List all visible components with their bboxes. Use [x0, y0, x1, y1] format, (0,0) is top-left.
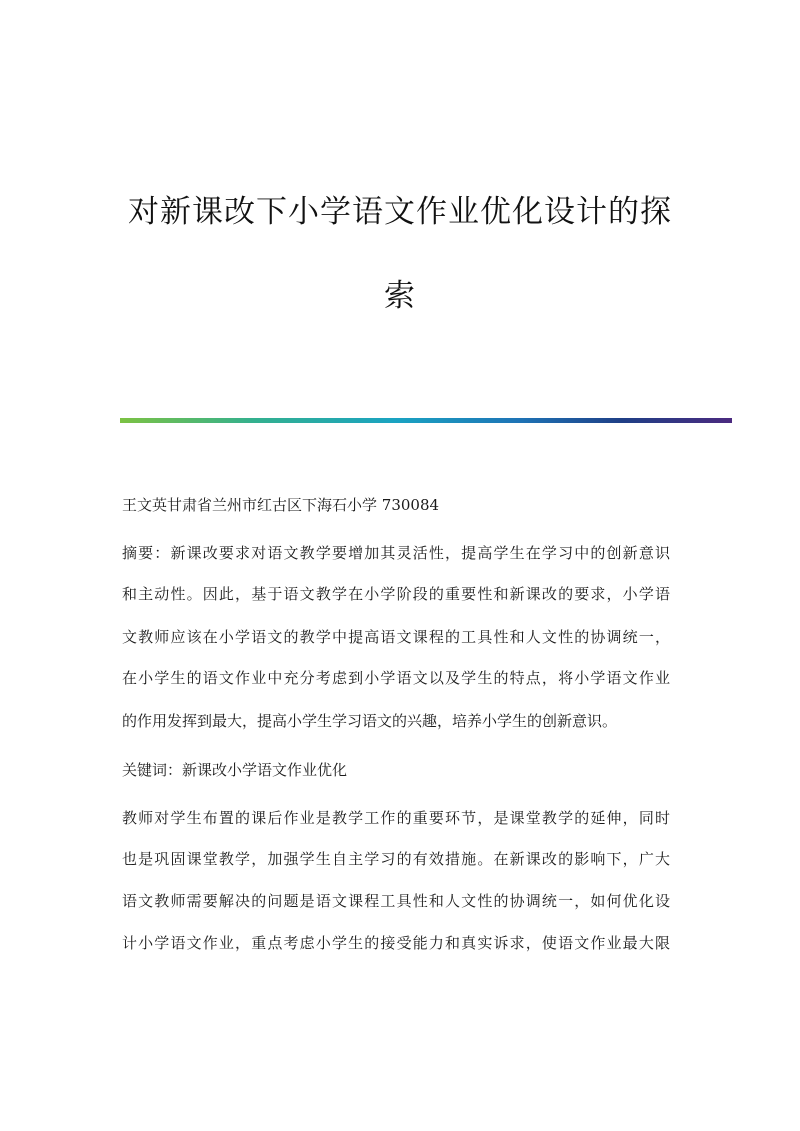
- title-divider: [120, 418, 732, 423]
- body-line-2: 也是巩固课堂教学，加强学生自主学习的有效措施。在新课改的影响下，广大: [122, 850, 670, 868]
- abstract-line-1: 摘要：新课改要求对语文教学要增加其灵活性，提高学生在学习中的创新意识: [122, 544, 670, 562]
- abstract-line-3: 文教师应该在小学语文的教学中提高语文课程的工具性和人文性的协调统一，: [122, 628, 670, 646]
- abstract-line-5: 的作用发挥到最大，提高小学生学习语文的兴趣，培养小学生的创新意识。: [122, 712, 618, 730]
- author-affiliation: 王文英甘肃省兰州市红古区下海石小学 730084: [122, 496, 440, 514]
- body-line-4: 计小学语文作业，重点考虑小学生的接受能力和真实诉求，使语文作业最大限: [122, 934, 670, 952]
- abstract-line-4: 在小学生的语文作业中充分考虑到小学语文以及学生的特点，将小学语文作业: [122, 669, 670, 687]
- keywords-line: 关键词：新课改小学语文作业优化: [122, 761, 348, 779]
- document-title-line-1: 对新课改下小学语文作业优化设计的探: [128, 194, 672, 230]
- document-title-line-2: 索: [384, 278, 416, 314]
- body-line-1: 教师对学生布置的课后作业是教学工作的重要环节，是课堂教学的延伸，同时: [122, 809, 670, 827]
- body-line-3: 语文教师需要解决的问题是语文课程工具性和人文性的协调统一，如何优化设: [122, 892, 670, 910]
- abstract-line-2: 和主动性。因此，基于语文教学在小学阶段的重要性和新课改的要求，小学语: [122, 585, 670, 603]
